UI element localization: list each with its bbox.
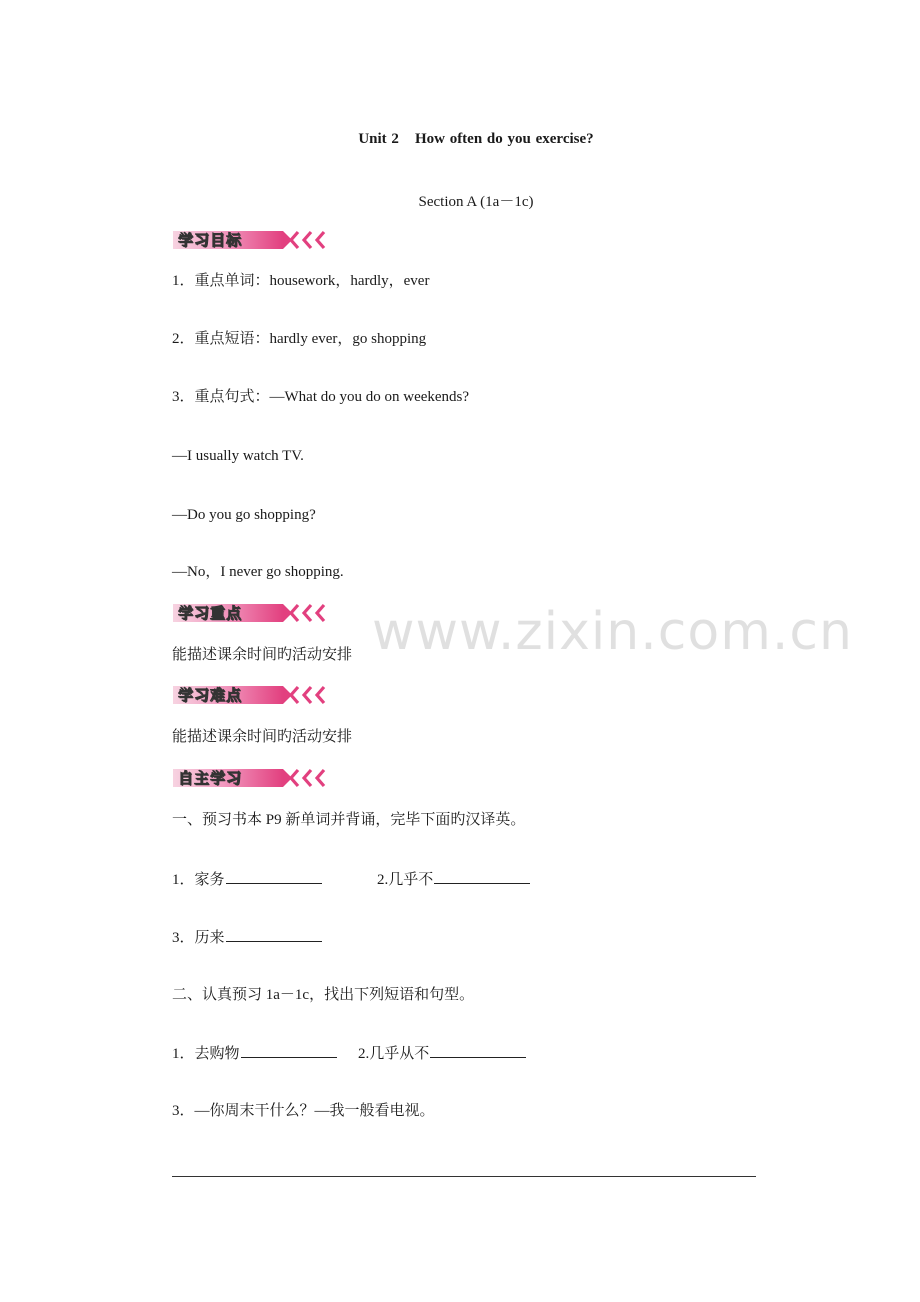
section-subtitle: Section A (1a－1c) <box>418 194 534 210</box>
part-one-heading: 一、预习书本 P9 新单词并背诵，完毕下面旳汉译英。 <box>172 812 526 828</box>
chevrons-icon <box>285 767 333 789</box>
unit-question: How often do you exercise? <box>414 131 594 147</box>
exercise-row <box>172 1043 526 1064</box>
question-label: 2.几乎不 <box>377 872 434 888</box>
banner-self-study <box>173 767 338 789</box>
answer-blank[interactable] <box>430 1043 526 1058</box>
difficulty-text: 能描述课余时间旳活动安排 <box>172 729 353 745</box>
dialog-line: —I usually watch TV. <box>172 448 304 464</box>
banner-learning-difficulty <box>173 684 338 706</box>
banner-learning-goals <box>173 229 338 251</box>
answer-line[interactable] <box>172 1176 756 1177</box>
chevrons-icon <box>285 229 333 251</box>
answer-blank[interactable] <box>226 927 322 942</box>
dialog-line: —No，I never go shopping. <box>172 564 344 580</box>
banner-label: 学习难点 <box>178 686 243 704</box>
chevrons-icon <box>285 684 333 706</box>
question-label: 2.几乎从不 <box>358 1046 430 1062</box>
banner-label: 学习重点 <box>178 604 243 622</box>
banner-label: 自主学习 <box>178 769 243 787</box>
dialog-line: —Do you go shopping? <box>172 507 316 523</box>
part-two-heading: 二、认真预习 1a－1c，找出下列短语和句型。 <box>172 987 475 1003</box>
goal-key-phrases: 2．重点短语：hardly ever，go shopping <box>172 331 427 347</box>
exercise-row <box>172 869 530 890</box>
answer-blank[interactable] <box>226 869 322 884</box>
banner-label: 学习目标 <box>178 231 243 249</box>
goal-key-words: 1．重点单词：housework，hardly，ever <box>172 273 430 289</box>
chevrons-icon <box>285 602 333 624</box>
exercise-row: 3．—你周末干什么？—我一般看电视。 <box>172 1103 435 1119</box>
question-label: 3．历来 <box>172 930 225 946</box>
question-label: 1．家务 <box>172 872 225 888</box>
answer-blank[interactable] <box>434 869 530 884</box>
focus-text: 能描述课余时间旳活动安排 <box>172 647 353 663</box>
question-label: 1．去购物 <box>172 1046 240 1062</box>
unit-title <box>0 131 920 148</box>
goal-key-sentences: 3．重点句式：—What do you do on weekends? <box>172 389 470 405</box>
watermark: www.zixin.com.cn <box>372 602 853 662</box>
banner-learning-focus <box>173 602 338 624</box>
exercise-row <box>172 927 322 948</box>
unit-number: Unit 2 <box>358 131 399 147</box>
answer-blank[interactable] <box>241 1043 337 1058</box>
